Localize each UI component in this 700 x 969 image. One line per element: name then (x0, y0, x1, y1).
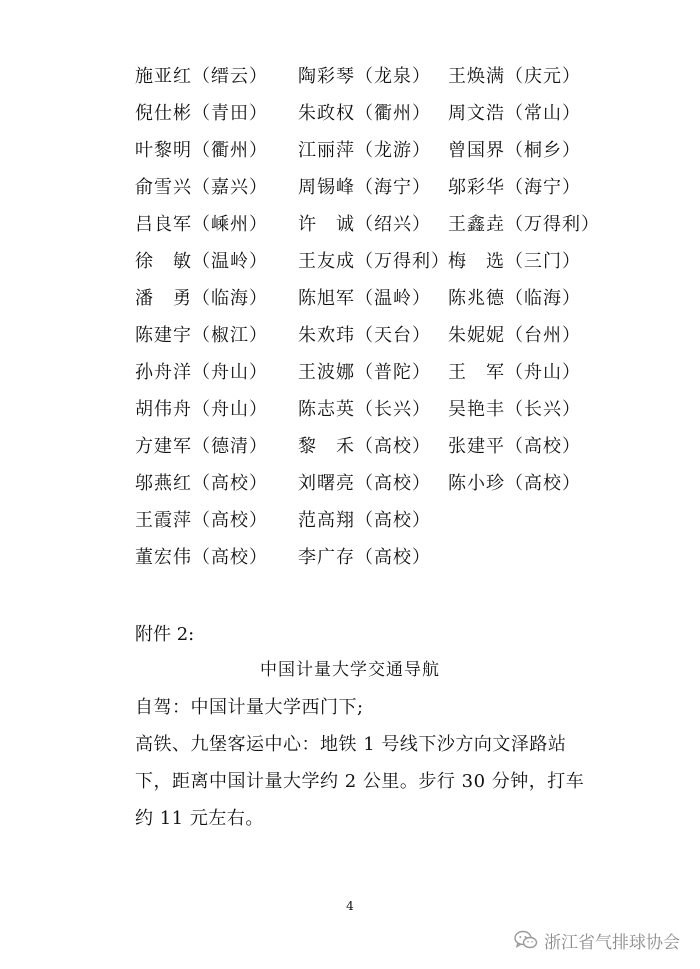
name-entry: 潘 勇（临海） (135, 288, 268, 309)
nav-title: 中国计量大学交通导航 (260, 660, 440, 680)
name-entry: 陈小珍（高校） (448, 473, 581, 494)
name-row (135, 506, 605, 543)
name-entry: 徐 敏（温岭） (135, 251, 268, 272)
name-entry: 朱欢玮（天台） (298, 325, 431, 346)
wechat-icon (514, 930, 538, 950)
name-entry: 王鑫垚（万得利） (448, 214, 600, 235)
name-entry: 陶彩琴（龙泉） (298, 66, 431, 87)
watermark-text: 浙江省气排球协会 (544, 932, 680, 953)
name-row (135, 358, 605, 395)
name-entry: 邬彩华（海宁） (448, 177, 581, 198)
name-row (135, 99, 605, 136)
name-row (135, 247, 605, 284)
name-entry: 王霞萍（高校） (135, 510, 268, 531)
name-row (135, 432, 605, 469)
name-entry: 李广存（高校） (298, 547, 431, 568)
self-drive-text: 自驾：中国计量大学西门下; (135, 697, 364, 718)
name-entry: 周文浩（常山） (448, 103, 581, 124)
name-entry: 吕良军（嵊州） (135, 214, 268, 235)
name-row (135, 543, 605, 580)
name-entry: 倪仕彬（青田） (135, 103, 268, 124)
name-entry: 俞雪兴（嘉兴） (135, 177, 268, 198)
name-row (135, 210, 605, 247)
name-row (135, 395, 605, 432)
name-entry: 王焕满（庆元） (448, 66, 581, 87)
name-entry: 朱妮妮（台州） (448, 325, 581, 346)
name-entry: 曾国界（桐乡） (448, 140, 581, 161)
name-row (135, 284, 605, 321)
name-entry: 江丽萍（龙游） (298, 140, 431, 161)
name-row (135, 469, 605, 506)
name-entry: 陈志英（长兴） (298, 399, 431, 420)
name-entry: 邬燕红（高校） (135, 473, 268, 494)
name-entry: 叶黎明（衢州） (135, 140, 268, 161)
name-entry: 王友成（万得利） (298, 251, 450, 272)
name-entry: 董宏伟（高校） (135, 547, 268, 568)
name-entry: 朱政权（衢州） (298, 103, 431, 124)
name-entry: 方建军（德清） (135, 436, 268, 457)
name-entry: 范高翔（高校） (298, 510, 431, 531)
name-row (135, 321, 605, 358)
transit-text: 高铁、九堡客运中心：地铁 1 号线下沙方向文泽路站下，距离中国计量大学约 2 公里。步行 30 分钟，打车约 11 元左右。 (135, 734, 585, 829)
name-entry: 施亚红（缙云） (135, 66, 268, 87)
name-entry: 周锡峰（海宁） (298, 177, 431, 198)
name-entry: 王波娜（普陀） (298, 362, 431, 383)
watermark (514, 926, 680, 954)
names-list (135, 62, 605, 580)
name-entry: 陈兆德（临海） (448, 288, 581, 309)
attachment-label: 附件 2: (135, 624, 195, 645)
name-row (135, 62, 605, 99)
name-entry: 王 军（舟山） (448, 362, 581, 383)
name-entry: 胡伟舟（舟山） (135, 399, 268, 420)
page-number: 4 (346, 899, 354, 913)
name-entry: 黎 禾（高校） (298, 436, 431, 457)
name-entry: 孙舟洋（舟山） (135, 362, 268, 383)
name-entry: 梅 选（三门） (448, 251, 581, 272)
name-entry: 刘曙亮（高校） (298, 473, 431, 494)
name-entry: 陈建宇（椒江） (135, 325, 268, 346)
name-row (135, 136, 605, 173)
name-row (135, 173, 605, 210)
name-entry: 张建平（高校） (448, 436, 581, 457)
nav-body (135, 689, 585, 837)
name-entry: 陈旭军（温岭） (298, 288, 431, 309)
name-entry: 许 诚（绍兴） (298, 214, 431, 235)
name-entry: 吴艳丰（长兴） (448, 399, 581, 420)
